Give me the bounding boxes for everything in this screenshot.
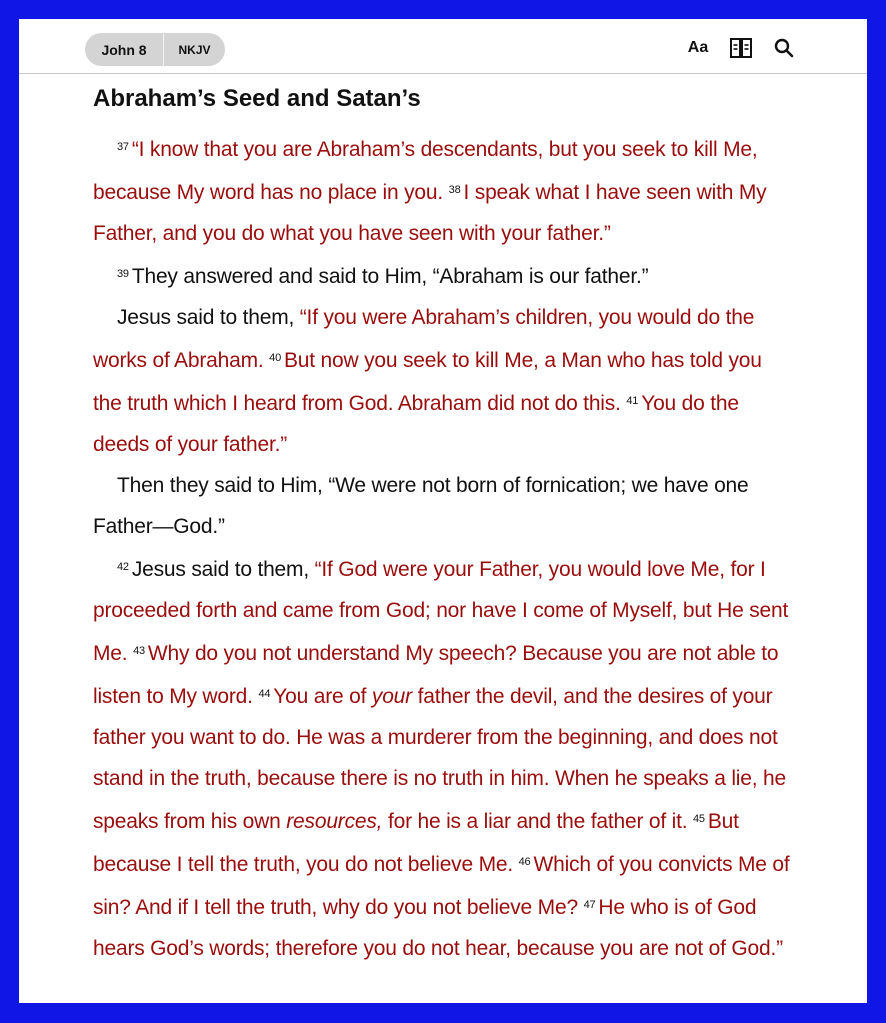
section-heading: Abraham’s Seed and Satan’s: [93, 85, 421, 112]
verse-number[interactable]: 47: [583, 899, 596, 911]
verse-text: They answered and said to Him, “Abraham is our father.”: [131, 265, 649, 288]
verse-text: You are of: [273, 685, 367, 708]
reader-page: [19, 19, 867, 1003]
verse-number[interactable]: 40: [269, 352, 281, 364]
verse-text: But now you seek to kill Me, a Man who has told you the truth which I heard from God. Abraham did not do this.: [93, 349, 762, 415]
verse-text: But because I tell the truth, you do not believe Me.: [93, 810, 739, 876]
verse-number[interactable]: 43: [133, 645, 145, 657]
paragraph: [93, 297, 793, 465]
paragraph: [93, 465, 793, 547]
verse-text: Why do you not understand My speech? Because you are not able to listen to My word.: [93, 642, 779, 708]
verse-text: You do the deeds of your father.”: [93, 392, 739, 456]
verse-text: Jesus said to them,: [117, 306, 295, 329]
verse-text: “If God were your Father, you would love Me, for I proceeded forth and came from God; nor have I come of Myself, but He sent Me.: [93, 558, 789, 665]
chapter-text: [93, 77, 793, 969]
verse-number[interactable]: 41: [626, 395, 639, 407]
verse-text: “If you were Abraham’s children, you would do the works of Abraham.: [93, 306, 755, 372]
verse-number[interactable]: 44: [258, 688, 271, 700]
verse-text: for he is a liar and the father of it.: [387, 810, 688, 833]
paragraph: [93, 254, 793, 297]
paragraph: [93, 127, 793, 254]
book-chapter-button[interactable]: John 8: [85, 33, 164, 66]
verse-number[interactable]: 42: [117, 561, 129, 573]
italic-word: resources,: [286, 810, 383, 833]
verse-text: I speak what I have seen with My Father, and you do what you have seen with your father.”: [93, 181, 767, 245]
paragraph: [93, 547, 793, 969]
toolbar: [19, 19, 867, 74]
parallel-book-icon[interactable]: [727, 36, 755, 60]
verse-number[interactable]: 39: [117, 268, 129, 280]
passage-selector: [85, 33, 225, 66]
verse-text: Which of you convicts Me of sin? And if I tell the truth, why do you not believe Me?: [93, 853, 790, 919]
font-settings-icon[interactable]: Aa: [687, 39, 709, 56]
verse-text: Then they said to Him, “We were not born of fornication; we have one Father—God.”: [93, 474, 749, 538]
verse-number[interactable]: 45: [693, 813, 705, 825]
verse-number[interactable]: 37: [117, 141, 129, 153]
verse-text: Jesus said to them,: [131, 558, 309, 581]
verse-text: “I know that you are Abraham’s descendants, but you seek to kill Me, because My word has no place in you.: [93, 138, 758, 204]
verse-text: father the devil, and the desires of your father you want to do. He was a murderer from the beginning, and does not stand in the truth, because there is no truth in him. When he speaks a lie, he speaks from his own: [93, 685, 786, 833]
italic-word: your: [371, 685, 412, 708]
version-button[interactable]: NKJV: [178, 42, 211, 57]
verse-text: He who is of God hears God’s words; therefore you do not hear, because you are not of God.”: [93, 896, 783, 960]
verse-number[interactable]: 46: [518, 856, 531, 868]
search-icon[interactable]: [772, 36, 796, 60]
verse-number[interactable]: 38: [448, 184, 461, 196]
